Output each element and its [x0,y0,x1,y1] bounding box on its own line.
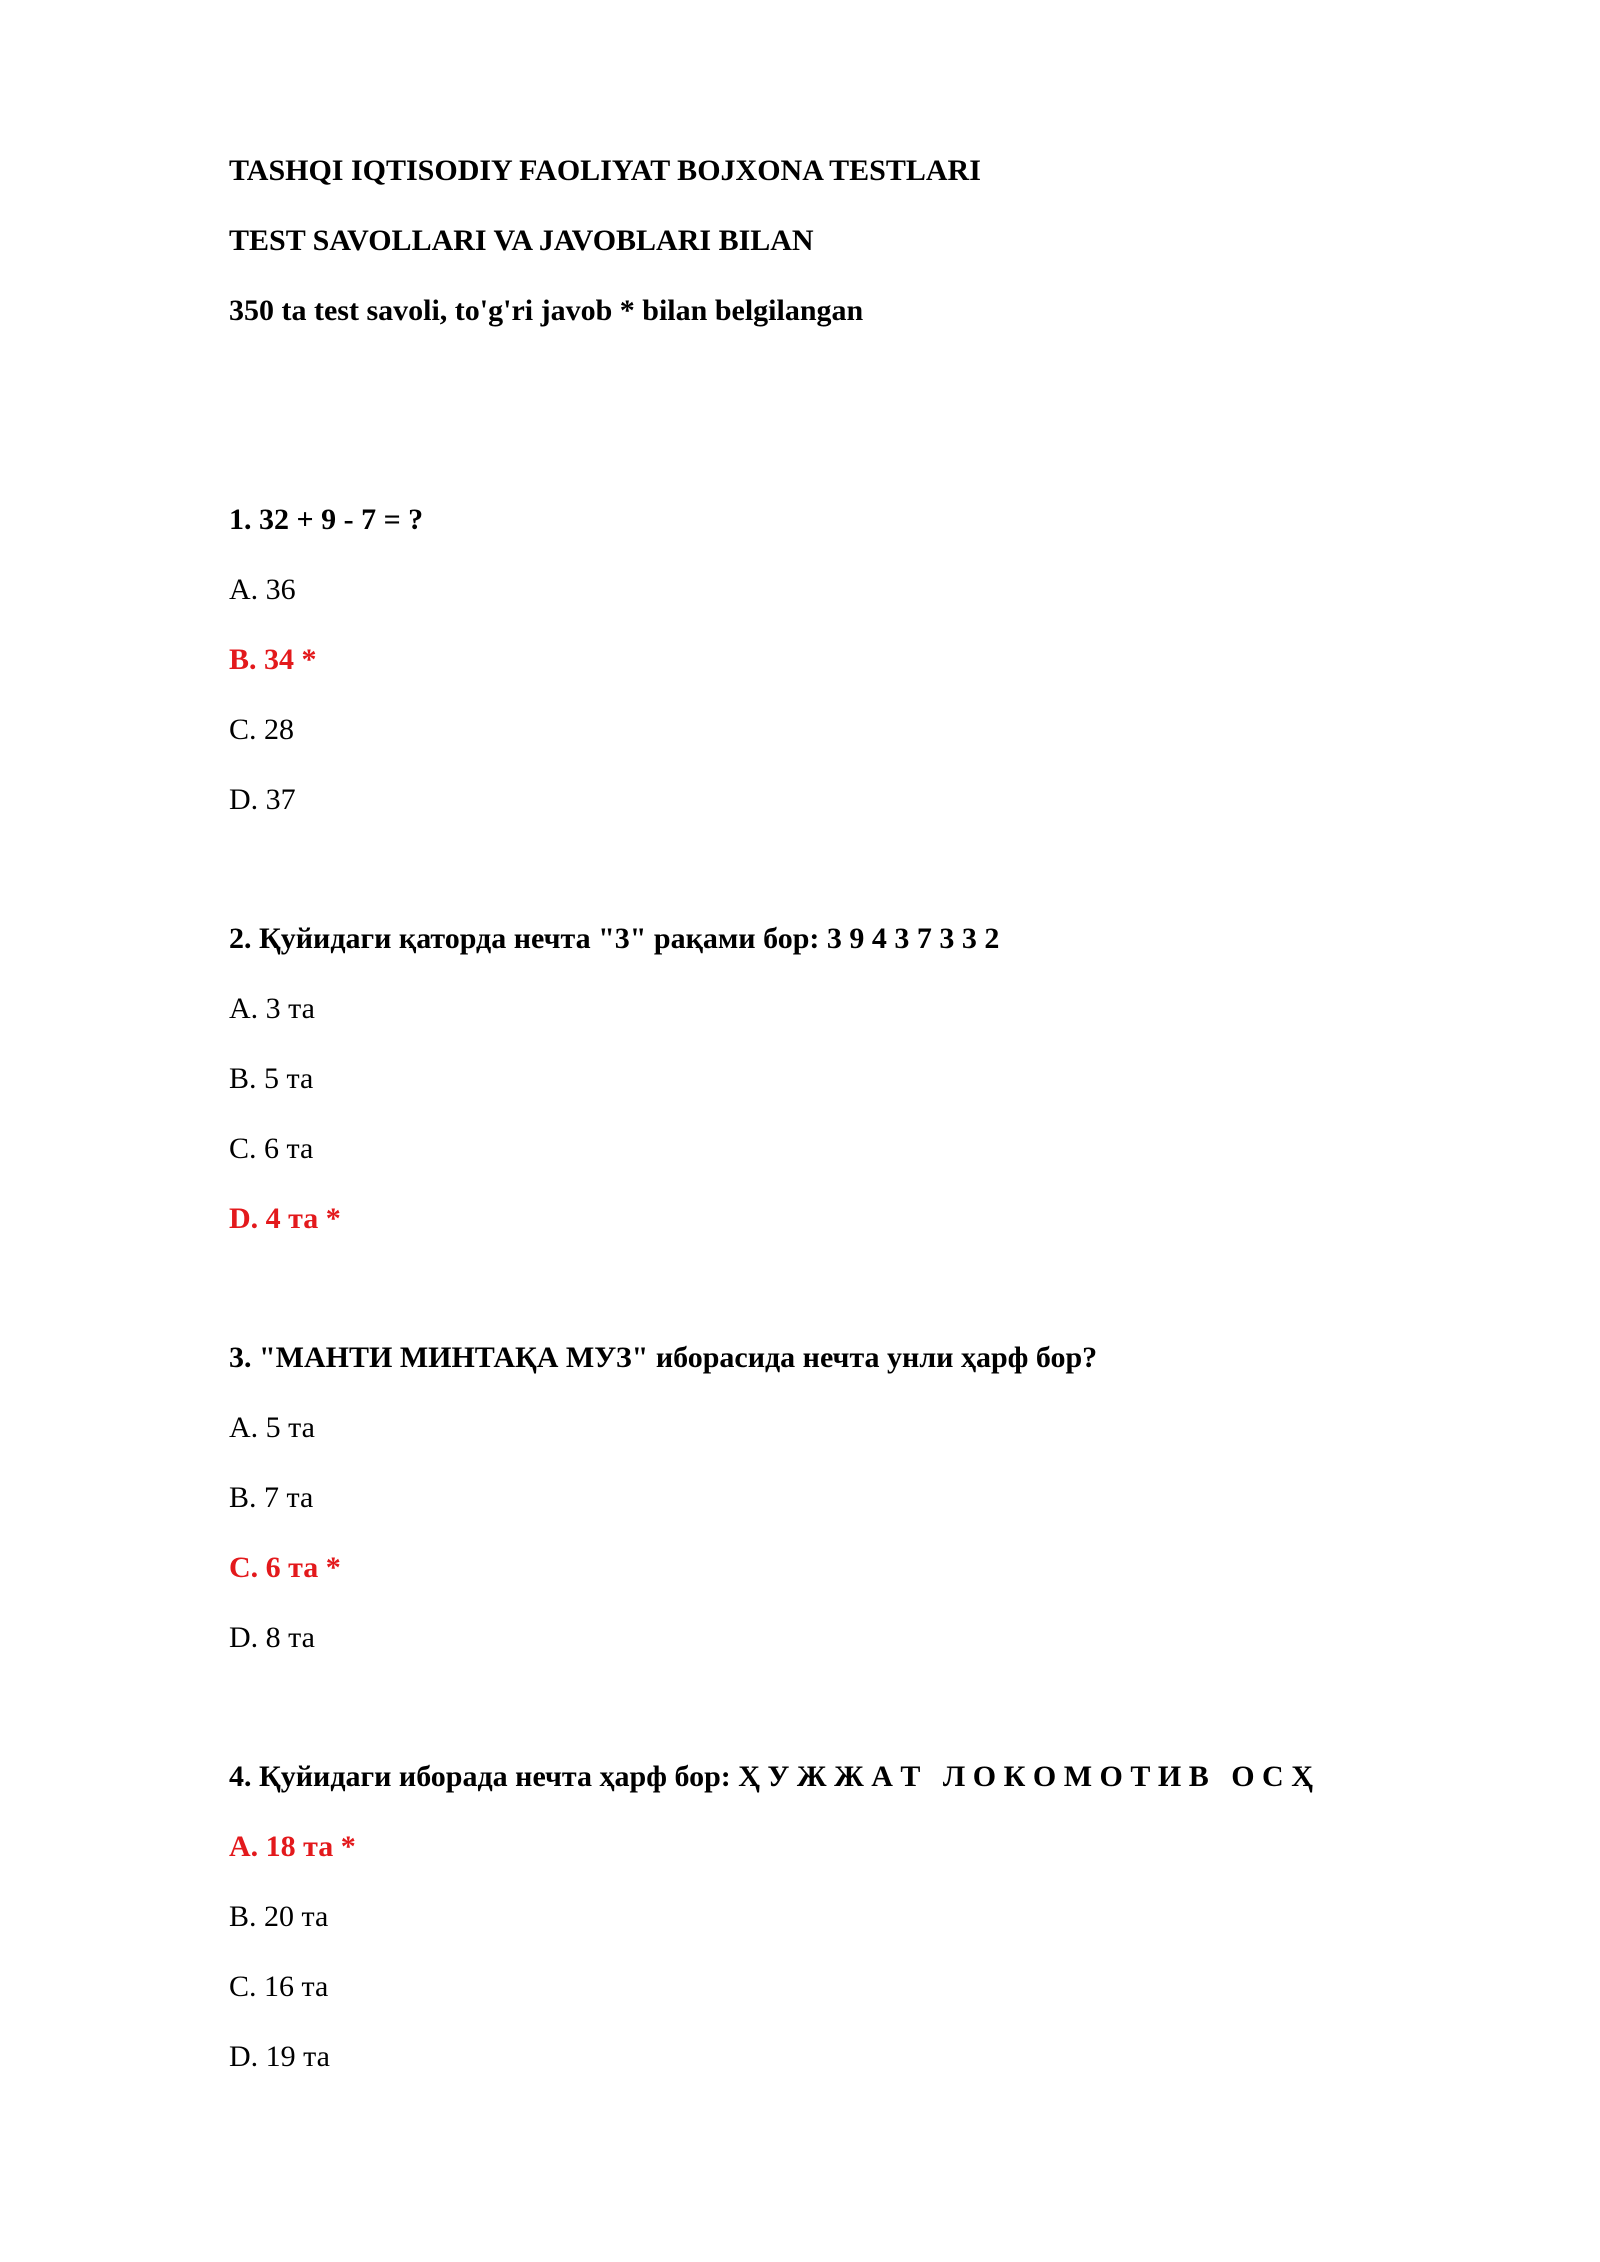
question-4-option-a-correct: A. 18 та * [229,1830,356,1863]
question-1: 1. 32 + 9 - 7 = ? [229,503,424,536]
question-4-option-b: B. 20 та [229,1900,329,1933]
question-3-option-a: A. 5 та [229,1411,315,1444]
document-subtitle: TEST SAVOLLARI VA JAVOBLARI BILAN [229,224,814,257]
question-4-option-d: D. 19 та [229,2040,330,2073]
question-2-option-d-correct: D. 4 та * [229,1202,341,1235]
question-3: 3. "МАНТИ МИНТАҚА МУЗ" иборасида нечта унли ҳарф бор? [229,1341,1098,1374]
question-2-option-b: B. 5 та [229,1062,314,1095]
question-1-option-c: C. 28 [229,713,295,746]
question-3-option-d: D. 8 та [229,1621,315,1654]
document-note: 350 ta test savoli, to'g'ri javob * bilan belgilangan [229,294,864,327]
question-3-option-c-correct: C. 6 та * [229,1551,341,1584]
question-3-option-b: B. 7 та [229,1481,314,1514]
question-2: 2. Қуйидаги қаторда нечта "3" рақами бор: 3 9 4 3 7 3 3 2 [229,922,1000,955]
question-2-option-c: C. 6 та [229,1132,314,1165]
question-4: 4. Қуйидаги иборада нечта ҳарф бор: Ҳ У Ж Ж А Т Л О К О М О Т И В О С Ҳ [229,1760,1313,1793]
question-1-option-d: D. 37 [229,783,296,816]
question-1-option-a: A. 36 [229,573,296,606]
question-4-option-c: C. 16 та [229,1970,329,2003]
question-2-option-a: A. 3 та [229,992,315,1025]
question-1-option-b-correct: B. 34 * [229,643,317,676]
document-title: TASHQI IQTISODIY FAOLIYAT BOJXONA TESTLARI [229,154,981,187]
